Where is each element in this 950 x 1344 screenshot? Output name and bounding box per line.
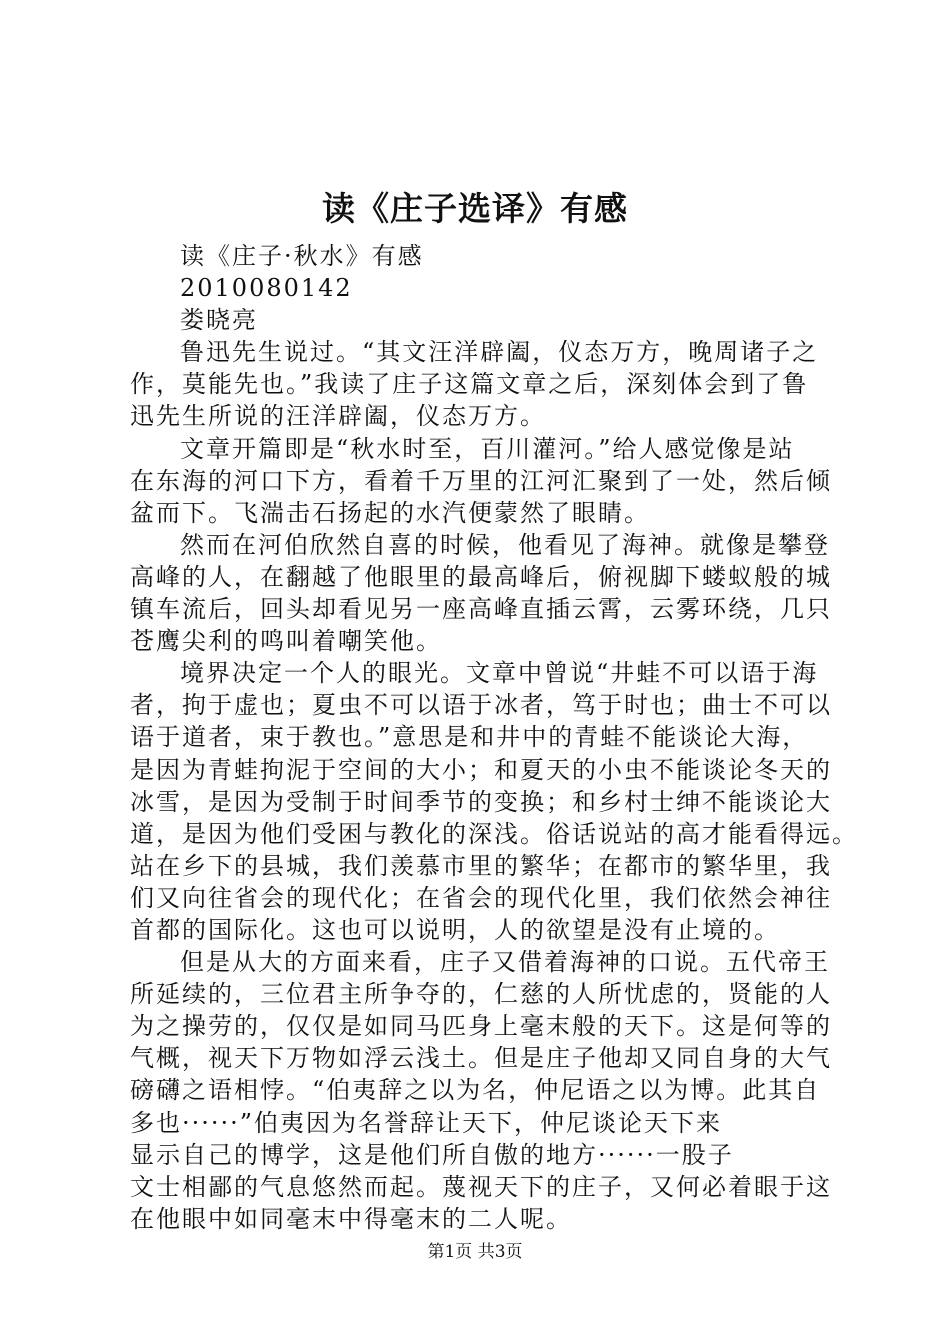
page-footer: 第1页 共3页 [427,1242,523,1262]
paragraph-line: 站在乡下的县城，我们羡慕市里的繁华；在都市的繁华里，我 [130,851,832,880]
paragraph-line: 然而在河伯欣然自喜的时候，他看见了海神。就像是攀登 [180,530,830,559]
paragraph-line: 语于道者，束于教也。”意思是和井中的青蛙不能谈论大海， [130,723,809,752]
document-title: 读《庄子选译》有感 [322,189,628,228]
paragraph-line: 鲁迅先生说过。“其文汪洋辟阖，仪态万方，晚周诸子之 [180,338,819,367]
paragraph [130,946,830,1235]
paragraph-line: 境界决定一个人的眼光。文章中曾说“井蛙不可以语于海 [180,659,819,688]
paragraph [130,336,830,432]
paragraph [130,529,830,657]
paragraph-line: 文士相鄙的气息悠然而起。蔑视天下的庄子，又何必着眼于这 [130,1172,832,1201]
paragraph-line: 作，莫能先也。”我读了庄子这篇文章之后，深刻体会到了鲁 [130,370,809,399]
author-line: 娄晓亮 [180,306,258,335]
paragraph-line: 气概，视天下万物如浮云浅土。但是庄子他却又同自身的大气 [130,1044,832,1073]
paragraph-line: 多也······”伯夷因为名誉辞让天下，仲尼谈论天下来 [130,1108,723,1137]
paragraph-line: 者，拘于虚也；夏虫不可以语于冰者，笃于时也；曲士不可以 [130,691,832,720]
paragraph-line: 显示自己的博学，这是他们所自傲的地方······一股子 [130,1140,734,1169]
paragraph-line: 在他眼中如同毫末中得毫末的二人呢。 [130,1204,572,1233]
paragraph-line: 但是从大的方面来看，庄子又借着海神的口说。五代帝王 [180,948,830,977]
student-id-line: 2010080142 [180,274,353,303]
paragraph-line: 首都的国际化。这也可以说明，人的欲望是没有止境的。 [130,915,780,944]
document-body [130,240,858,1235]
paragraph-line: 是因为青蛙拘泥于空间的大小；和夏天的小虫不能谈论冬天的 [130,755,832,784]
paragraph-line: 磅礴之语相悖。“伯夷辞之以为名，仲尼语之以为博。此其自 [130,1076,821,1105]
paragraph-line: 文章开篇即是“秋水时至，百川灌河。”给人感觉像是站 [180,434,795,463]
paragraph-line: 镇车流后，回头却看见另一座高峰直插云霄，云雾环绕，几只 [130,595,832,624]
paragraph-line: 冰雪，是因为受制于时间季节的变换；和乡村士绅不能谈论大 [130,787,832,816]
subtitle-line: 读《庄子·秋水》有感 [180,242,424,270]
paragraph-line: 苍鹰尖利的鸣叫着嘲笑他。 [130,627,442,656]
paragraph-line: 高峰的人，在翻越了他眼里的最高峰后，俯视脚下蝼蚁般的城 [130,562,832,591]
paragraph-line: 盆而下。飞湍击石扬起的水汽便蒙然了眼睛。 [130,498,650,527]
paragraph [130,657,858,946]
paragraph [130,433,830,529]
paragraph-line: 在东海的河口下方，看着千万里的江河汇聚到了一处，然后倾 [130,466,832,495]
paragraph-line: 迅先生所说的汪洋辟阖，仪态万方。 [130,402,546,431]
paragraph-line: 为之操劳的，仅仅是如同马匹身上毫末般的天下。这是何等的 [130,1012,832,1041]
paragraph-line: 道，是因为他们受困与教化的深浅。俗话说站的高才能看得远。 [130,819,858,848]
paragraph-line: 所延续的，三位君主所争夺的，仁慈的人所忧虑的，贤能的人 [130,980,832,1009]
paragraph-line: 们又向往省会的现代化；在省会的现代化里，我们依然会神往 [130,883,832,912]
